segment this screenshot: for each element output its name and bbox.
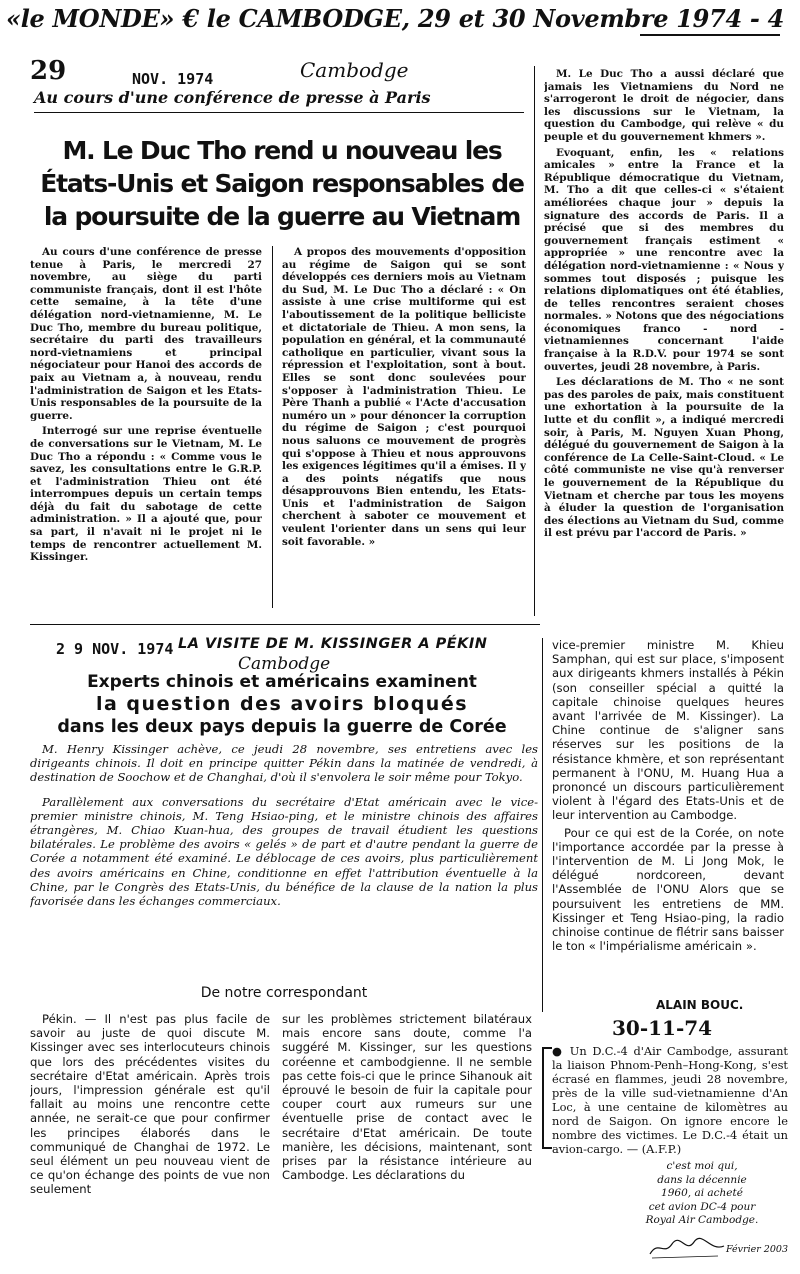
- handwritten-note-line: 1960, ai acheté: [661, 1187, 743, 1199]
- handwritten-note-line: Royal Air Cambodge.: [645, 1214, 759, 1226]
- article2-byline: ALAIN BOUC.: [656, 998, 744, 1012]
- article2-col2-para: sur les problèmes strictement bilatéraux mais encore sans doute, comme l'a suggéré M. Kissinger, sur les questions coréenne et cambodgienne. Il ne semble pas cette fois-ci que le prince Sihanouk ait éprouvé le besoin de fuir la capitale pour couper court aux rumeurs sur une éventuelle prise de contact avec le secrétaire d'Etat américain. De toute manière, les décisions, maintenant, sont prises par la résistance intérieure au Cambodge. Les déclarations du: [282, 1012, 532, 1183]
- article1-col3-para: Les déclarations de M. Tho « ne sont pas des paroles de paix, mais constituent une exhortation à la poursuite de la lutte et du conflit », a indiqué mercredi soir, à Paris, M. Nguyen Xuan Phong, délégué du gouvernement de Saigon à la conférence de La Celle-Saint-Cloud. « Le côté communiste ne vise qu'à renverser le gouvernement de la République du Vietnam et cherche par tous les moyens à éluder la question de l'organisation des élections au Vietnam du Sud, comme il est prévu par l'accord de Paris. »: [544, 376, 784, 540]
- article2-kicker: LA VISITE DE M. KISSINGER A PÉKIN: [178, 636, 488, 652]
- article1-divider-1: [272, 246, 273, 608]
- article2-handwritten-cambodge: Cambodge: [238, 654, 331, 674]
- article1-col3-para: Evoquant, enfin, les « relations amicales » entre la France et la République démocratique du Vietnam, M. Tho a dit que celles-ci « s'étaient améliorées chaque jour » depuis la signature des accords de Paris. Il a précisé que si des membres du gouvernement français estiment « appropriée » une rencontre avec la délégation nord-vietnamienne : « Nous y sommes tout disposés ; puisque les relations diplomatiques ont été établies, de telles rencontres seraient choses normales. » Notons que des négociations économiques franco - nord - vietnamiennes concernant l'aide française à la R.D.V. pour 1974 se sont ouvertes, jeudi 28 novembre, à Paris.: [544, 146, 784, 373]
- brief-bracket-mark: [540, 1046, 554, 1150]
- article1-kicker: Au cours d'une conférence de presse à Paris: [34, 88, 431, 107]
- date-stamp-day: 29: [30, 56, 67, 86]
- article2-col3-para: Pour ce qui est de la Corée, on note l'importance accordée par la presse à l'intervention de M. Li Jong Mok, le délégué nordcoreen, devant l'Assemblée de l'ONU Alors que se poursuivent les entretiens de MM. Kissinger et Teng Hsiao-ping, la radio chinoise continue de flétrir sans baisser le ton « l'impérialisme américain ».: [552, 825, 784, 954]
- article2-headline-line: dans les deux pays depuis la guerre de Corée: [57, 717, 507, 737]
- header-annotation: «le MONDE» € le CAMBODGE, 29 et 30 Novembre 1974 - 4: [6, 4, 785, 33]
- handwritten-note-line: cet avion DC-4 pour: [648, 1200, 756, 1213]
- article2-intro-para: M. Henry Kissinger achève, ce jeudi 28 novembre, ses entretiens avec les dirigeants chinois. Il doit en principe quitter Pékin dans la matinée de vendredi, à destination de Soochow et de Changhai, d'où il s'envolera le soir même pour Tokyo.: [30, 742, 538, 785]
- handwritten-note: [612, 1160, 792, 1228]
- brief-para: ● Un D.C.-4 d'Air Cambodge, assurant la liaison Phnom-Penh–Hong-Kong, s'est écrasé en flammes, jeudi 28 novembre, près de la ville sud-vietnamienne d'An Loc, à une centaine de kilomètres au nord de Saigon. On ignore encore le nombre des victimes. Le D.C.-4 était un avion-cargo. — (A.F.P.): [552, 1044, 788, 1156]
- header-underline: [640, 34, 780, 36]
- article2-column-2: [282, 1012, 532, 1262]
- article2-intro-para: Parallèlement aux conversations du secrétaire d'Etat américain avec le vice-premier ministre chinois, M. Teng Hsiao-ping, et le ministre chinois des affaires étrangères, M. Chiao Kuan-hua, des groupes de travail étudient les questions bilatérales. Le problème des avoirs « gelés » de part et d'autre pendant la guerre de Corée a notamment été examiné. Le déblocage de ces avoirs, plus particulièrement des avoirs américains en Chine, conditionne en effet l'attribution éventuelle à la Chine, par le Congrès des Etats-Unis, du bénéfice de la clause de la nation la plus favorisée dans les échanges commerciaux.: [30, 794, 538, 909]
- article1-col1-para: Au cours d'une conférence de presse tenue à Paris, le mercredi 27 novembre, au siège du parti communiste français, dont il est l'hôte cette semaine, à la tête d'une délégation nord-vietnamienne, M. Le Duc Tho, membre du bureau politique, secrétaire du parti des travailleurs nord-vietnamiens et principal négociateur pour Hanoi des accords de paix au Vietnam a, à nouveau, rendu l'administration de Saigon et les Etats-Unis responsables de la poursuite de la guerre.: [30, 246, 262, 422]
- article2-headline: [26, 672, 538, 738]
- article1-kicker-rule: [34, 112, 524, 113]
- article2-col1-para: Pékin. — Il n'est pas plus facile de savoir au juste de quoi discute M. Kissinger avec ses interlocuteurs chinois que lors des précédentes visites du secrétaire d'Etat américain. Après trois jours, l'impression générale est qu'il fallait au moins une rencontre cette année, ne serait-ce que pour confirmer les principes élaborés dans le communiqué de Changhai de 1972. Le seul élément un peu nouveau vient de ce qu'on échange des points de vue non seulement: [30, 1012, 270, 1197]
- article2-intro: [30, 742, 538, 972]
- article2-column-1: [30, 1012, 270, 1262]
- handwritten-signature: [648, 1236, 728, 1260]
- article2-divider: [542, 638, 543, 1012]
- article2-headline-line: Experts chinois et américains examinent: [87, 672, 477, 692]
- article1-col2-para: A propos des mouvements d'opposition au régime de Saigon qui se sont développés ces derniers mois au Vietnam du Sud, M. Le Duc Tho a déclaré : « On assiste à une crise multiforme qui est l'aboutissement de la politique belliciste et dictatoriale de Thieu. A mon sens, la population en général, et la communauté catholique en particulier, vivant sous la répression et l'exploitation, sont à bout. Elles se sont donc soulevées pour s'opposer à l'administration Thieu. Le Père Thanh a publié « l'Acte d'accusation numéro un » pour dénoncer la corruption du régime de Saigon ; c'est pourquoi nous saluons ce mouvement de progrès qui s'oppose à Thieu et nous approuvons les exigences légitimes qu'il a émises. Il y a des points négatifs que nous désapprouvons Bien entendu, les Etats-Unis et l'administration de Saigon cherchent à saboter ce mouvement et veulent l'orienter dans un sens qui leur soit favorable. »: [282, 246, 526, 548]
- article1-col3-para: M. Le Duc Tho a aussi déclaré que jamais les Vietnamiens du Nord ne s'arrogeront le droit de négocier, dans les discussions sur le Vietnam, la question du Cambodge, qui relève « du peuple et du gouvernement khmers ».: [544, 68, 784, 143]
- handwritten-note-line: dans la décennie: [657, 1173, 747, 1186]
- brief-handwritten-date: 30-11-74: [612, 1016, 713, 1040]
- article2-headline-line: la question des avoirs bloqués: [95, 693, 469, 715]
- article2-col3-para: vice-premier ministre M. Khieu Samphan, qui est sur place, s'imposent aux dirigeants khmers installés à Pékin (son conseiller spécial a quitté la capitale chinoise quelques heures avant l'arrivée de M. Kissinger). La Chine continue de s'aligner sans réserves sur les positions de la résistance khmère, et son représentant permanent à l'ONU, M. Huang Hua a prononcé un discours particulièrement violent à l'égard des Etats-Unis et de leur intervention au Cambodge.: [552, 638, 784, 823]
- article1-column-2: [282, 246, 526, 616]
- article2-subhead: De notre correspondant: [200, 985, 368, 1001]
- section-separator: [30, 624, 540, 625]
- article2-column-3: [552, 638, 784, 990]
- article1-column-3: [544, 68, 784, 616]
- article1-column-1: [30, 246, 262, 594]
- handwritten-note-line: c'est moi qui,: [666, 1160, 738, 1172]
- brief-text: [552, 1044, 788, 1156]
- article1-col1-para: Interrogé sur une reprise éventuelle de conversations sur le Vietnam, M. Le Duc Tho a répondu : « Comme vous le savez, les consultations entre le G.R.P. et l'administration Thieu ont été interrompues depuis un certain temps déjà du fait du sabotage de cette administration. » Il a ajouté que, pour sa part, il n'avait ni le projet ni le temps de rencontrer actuellement M. Kissinger.: [30, 425, 262, 564]
- handwritten-cambodge-label: Cambodge: [300, 58, 409, 82]
- article2-date-stamp: 2 9 NOV. 1974: [56, 640, 174, 658]
- article1-headline: M. Le Duc Tho rend u nouveau les États-Unis et Saigon responsables de la poursuite de la guerre au Vietnam: [40, 136, 524, 231]
- signature-date: Février 2003: [725, 1244, 788, 1255]
- date-stamp-month: NOV. 1974: [132, 70, 214, 88]
- article1-divider-2: [534, 66, 535, 616]
